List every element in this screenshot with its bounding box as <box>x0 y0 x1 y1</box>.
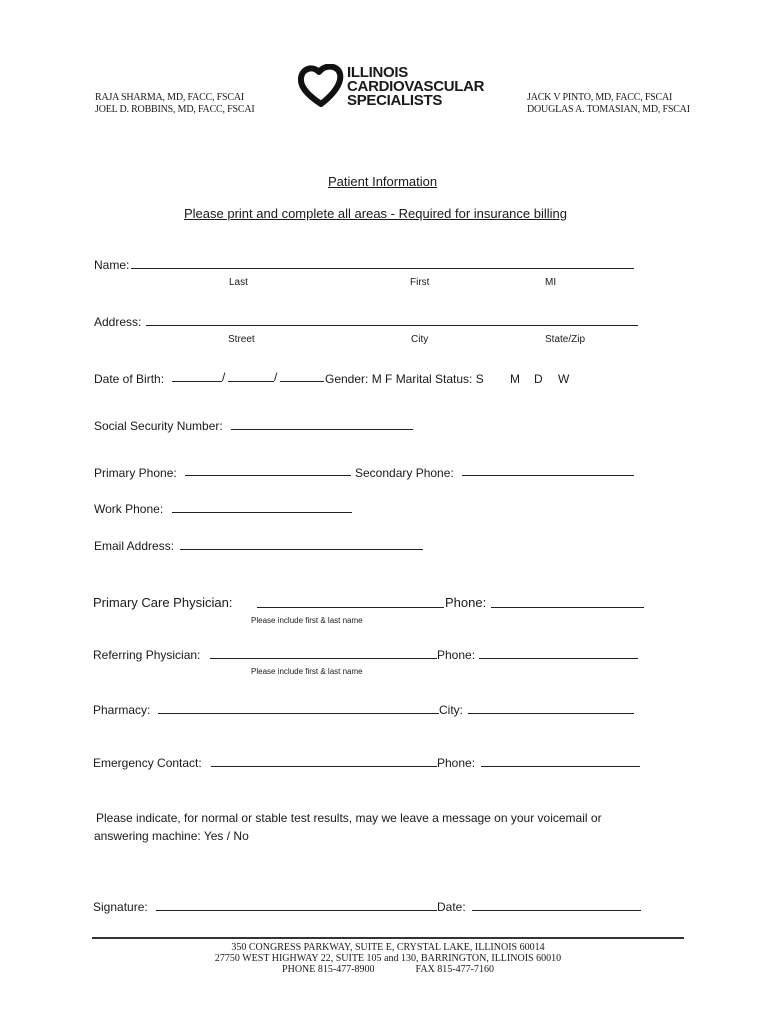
pcp-phone-field[interactable] <box>491 607 644 608</box>
voicemail-question-line1: Please indicate, for normal or stable test results, may we leave a message on your voicemail or <box>96 811 602 825</box>
pharmacy-field[interactable] <box>158 713 439 714</box>
address-street-caption: Street <box>228 334 255 345</box>
footer-address-1: 350 CONGRESS PARKWAY, SUITE E, CRYSTAL LAKE, ILLINOIS 60014 <box>231 942 545 953</box>
doctor-name: DOUGLAS A. TOMASIAN, MD, FSCAI <box>527 104 690 115</box>
footer <box>92 942 684 975</box>
dob-label: Date of Birth: <box>94 372 165 386</box>
date-label: Date: <box>437 900 466 914</box>
email-label: Email Address: <box>94 539 175 553</box>
referring-phone-field[interactable] <box>479 658 638 659</box>
name-last-caption: Last <box>229 277 248 288</box>
pharmacy-city-field[interactable] <box>468 713 634 714</box>
primary-phone-field[interactable] <box>185 475 351 476</box>
pcp-phone-label: Phone: <box>445 595 487 610</box>
doctor-name: RAJA SHARMA, MD, FACC, FSCAI <box>95 92 244 103</box>
dob-day-field[interactable] <box>228 381 274 382</box>
doctor-name: JOEL D. ROBBINS, MD, FACC, FSCAI <box>95 104 255 115</box>
footer-phone: PHONE 815-477-8900 <box>282 964 375 975</box>
ssn-label: Social Security Number: <box>94 419 223 433</box>
emergency-label: Emergency Contact: <box>93 756 202 770</box>
email-field[interactable] <box>180 549 423 550</box>
page-title: Patient Information <box>328 174 438 189</box>
logo-line: SPECIALISTS <box>347 92 443 109</box>
doctors-right <box>527 92 690 116</box>
referring-phone-label: Phone: <box>437 648 476 662</box>
pcp-label: Primary Care Physician: <box>93 595 233 610</box>
secondary-phone-field[interactable] <box>462 475 634 476</box>
name-mi-caption: MI <box>545 277 557 288</box>
address-label: Address: <box>94 315 142 329</box>
dob-separator: / <box>222 370 226 384</box>
pcp-name-note: Please include first & last name <box>251 616 363 625</box>
address-statezip-caption: State/Zip <box>545 334 586 345</box>
signature-label: Signature: <box>93 900 148 914</box>
primary-phone-label: Primary Phone: <box>94 466 177 480</box>
footer-contact <box>92 964 684 975</box>
name-first-caption: First <box>410 277 430 288</box>
marital-option-w[interactable]: W <box>558 372 570 386</box>
heart-icon <box>298 64 344 108</box>
page-subtitle: Please print and complete all areas - Required for insurance billing <box>184 206 567 221</box>
marital-option-d[interactable]: D <box>534 372 543 386</box>
ssn-field[interactable] <box>231 429 413 430</box>
name-field[interactable] <box>131 268 634 269</box>
dob-separator: / <box>274 370 278 384</box>
secondary-phone-label: Secondary Phone: <box>355 466 454 480</box>
pharmacy-label: Pharmacy: <box>93 703 151 717</box>
doctor-name: JACK V PINTO, MD, FACC, FSCAI <box>527 92 673 103</box>
dob-year-field[interactable] <box>280 381 324 382</box>
signature-field[interactable] <box>156 910 437 911</box>
referring-name-note: Please include first & last name <box>251 667 363 676</box>
emergency-field[interactable] <box>211 766 437 767</box>
address-city-caption: City <box>411 334 429 345</box>
emergency-phone-field[interactable] <box>481 766 640 767</box>
address-field[interactable] <box>146 325 638 326</box>
marital-option-m[interactable]: M <box>510 372 520 386</box>
logo-line: CARDIOVASCULAR <box>347 78 485 95</box>
footer-divider <box>92 937 684 939</box>
pcp-field[interactable] <box>257 607 444 608</box>
gender-marital-label: Gender: M F Marital Status: S <box>325 372 484 386</box>
logo-text <box>347 66 484 108</box>
voicemail-question-line2: answering machine: Yes / No <box>94 829 249 843</box>
doctors-left <box>95 92 254 116</box>
referring-label: Referring Physician: <box>93 648 201 662</box>
pharmacy-city-label: City: <box>439 703 463 717</box>
footer-fax: FAX 815-477-7160 <box>415 964 494 975</box>
work-phone-field[interactable] <box>172 512 352 513</box>
footer-address-2: 27750 WEST HIGHWAY 22, SUITE 105 and 130, BARRINGTON, ILLINOIS 60010 <box>214 953 562 964</box>
emergency-phone-label: Phone: <box>437 756 476 770</box>
name-label: Name: <box>94 258 130 272</box>
logo-line: ILLINOIS <box>347 64 408 81</box>
date-field[interactable] <box>472 910 641 911</box>
referring-field[interactable] <box>210 658 437 659</box>
dob-month-field[interactable] <box>172 381 222 382</box>
work-phone-label: Work Phone: <box>94 502 164 516</box>
